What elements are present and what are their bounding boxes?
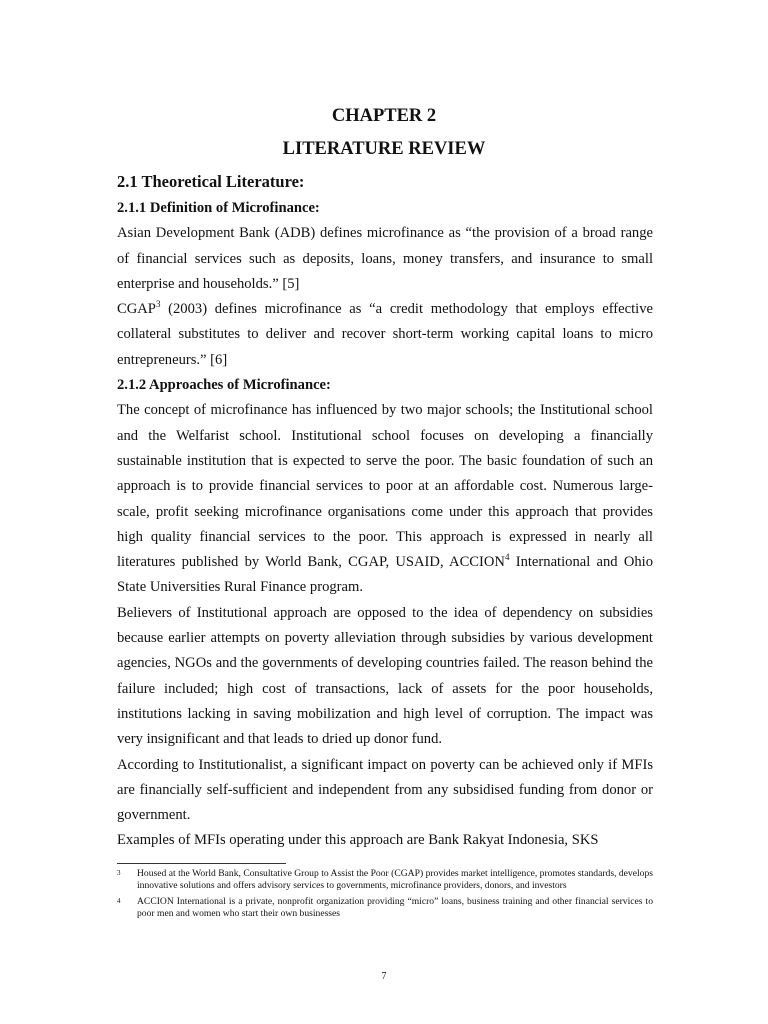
- footnotes: [117, 868, 653, 923]
- section-heading: 2.1 Theoretical Literature:: [117, 172, 305, 191]
- chapter-title: LITERATURE REVIEW: [282, 139, 486, 159]
- footnote-item: [117, 868, 653, 893]
- page-number: 7: [381, 971, 387, 982]
- subsection-heading-approaches: 2.1.2 Approaches of Microfinance:: [117, 377, 331, 394]
- footnote-text: Housed at the World Bank, Consultative Group to Assist the Poor (CGAP) provides market intelligence, promotes standards, develops innovative solutions and offers advisory services to governments, microfinance providers, donors, and investors: [137, 868, 653, 892]
- footnote-ref-4: 4: [504, 552, 510, 563]
- paragraph-cgap-definition: [117, 297, 653, 373]
- main-body: [117, 196, 653, 854]
- footnote-number: 4: [117, 896, 121, 905]
- paragraph-institutionalist-impact: According to Institutionalist, a significant impact on poverty can be achieved only if MFIs are financially self-sufficient and independent from any subsidised funding from donor or government.: [117, 756, 653, 824]
- footnote-item: [117, 896, 653, 921]
- subsection-heading-definition: 2.1.1 Definition of Microfinance:: [117, 200, 320, 216]
- paragraph-mfi-examples: Examples of MFIs operating under this approach are Bank Rakyat Indonesia, SKS: [117, 832, 599, 849]
- footnote-ref-3: 3: [155, 299, 161, 310]
- paragraph-adb-definition: Asian Development Bank (ADB) defines microfinance as “the provision of a broad range of financial services such as deposits, loans, money transfers, and insurance to small enterprise and households.” [5]: [117, 225, 653, 292]
- cgap-definition-text: (2003) defines microfinance as “a credit methodology that employs effective collateral substitutes to deliver and recover short-term working capital loans to micro entrepreneurs.” [6]: [117, 301, 653, 368]
- footnote-number: 3: [117, 869, 121, 877]
- approaches-intro-text: The concept of microfinance has influenced by two major schools; the Institutional school and the Welfarist school. Institutional school focuses on developing a financially sustainable institution that is expected to serve the poor. The basic foundation of such an approach is to provide financial services to poor at an affordable cost. Numerous large-scale, profit seeking microfinance organisations come under this approach that provides high quality financial services to the poor. This approach is expressed in nearly all literatures published by World Bank, CGAP, USAID, ACCION: [117, 402, 653, 571]
- chapter-number: CHAPTER 2: [331, 106, 437, 126]
- footnote-divider: [117, 863, 286, 864]
- footnote-text: ACCION International is a private, nonprofit organization providing “micro” loans, business training and other financial services to poor men and women who start their own businesses: [137, 895, 653, 919]
- paragraph-approaches-intro: [117, 398, 653, 600]
- approaches-intro-text-end: International and Ohio State Universities Rural Finance program.: [117, 554, 654, 596]
- paragraph-institutional-believers: Believers of Institutional approach are opposed to the idea of dependency on subsidies because earlier attempts on poverty alleviation through subsidies by various development agencies, NGOs and the governments of developing countries failed. The reason behind the failure included; high cost of transactions, lack of assets for the poor households, institutions lacking in saving mobilization and high level of corruption. The impact was very insignificant and that leads to dried up donor fund.: [117, 604, 653, 748]
- cgap-text: CGAP: [117, 301, 156, 318]
